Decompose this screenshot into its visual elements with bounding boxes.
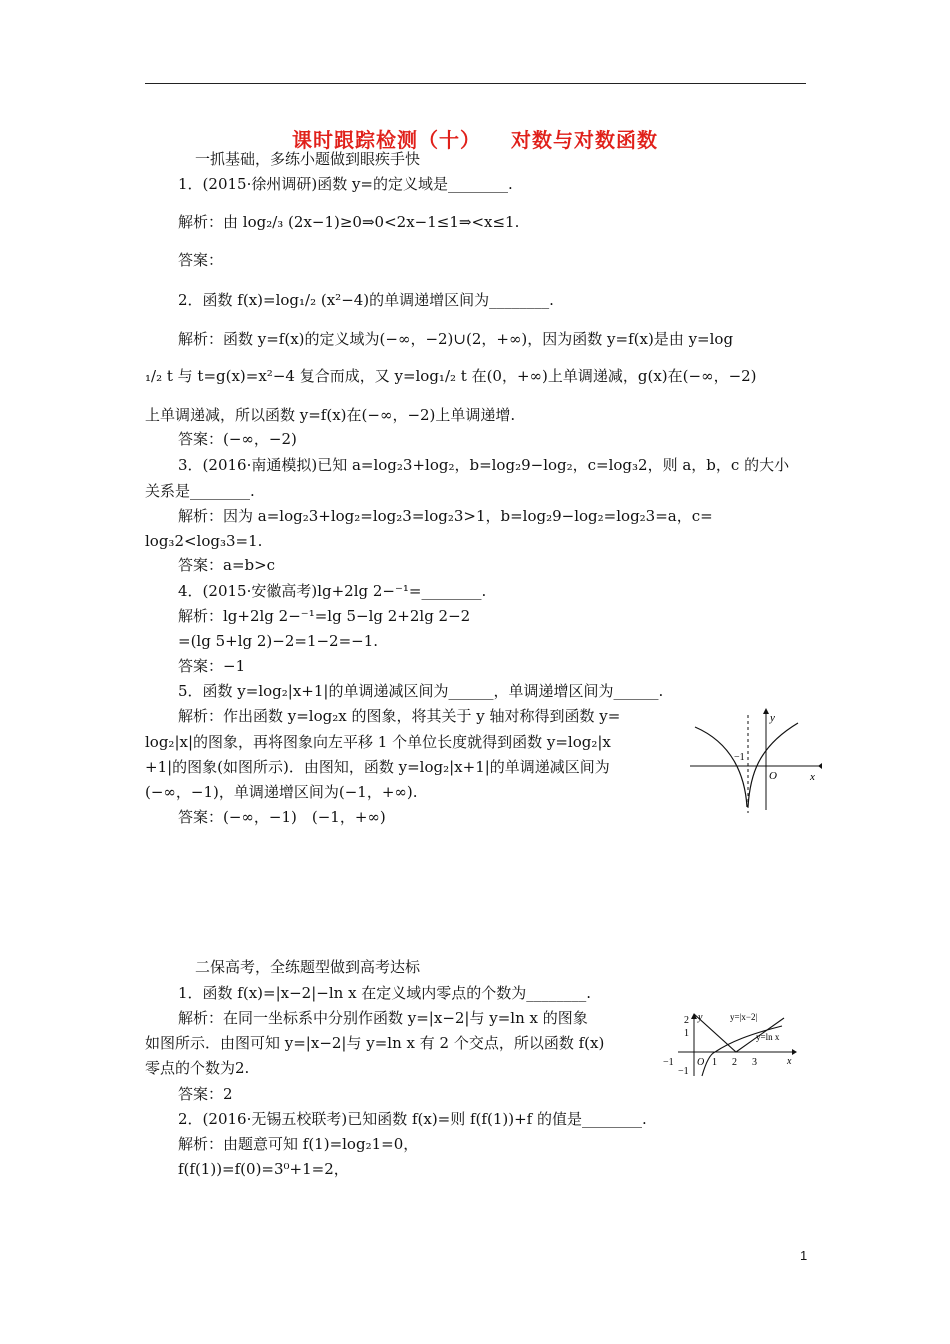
x-axis-arrow	[792, 1049, 797, 1055]
text-line: log₃2<log₃3=1.	[145, 532, 263, 550]
ln-label: y=ln x	[756, 1032, 780, 1042]
text-line: 上单调递减，所以函数 y=f(x)在(−∞，−2)上单调递增.	[145, 406, 516, 424]
text-line: 2．(2016·无锡五校联考)已知函数 f(x)=则 f(f(1))+f 的值是________.	[178, 1110, 647, 1128]
text-line: 答案：−1	[178, 657, 246, 675]
text-line: 解析：在同一坐标系中分别作函数 y=|x−2|与 y=ln x 的图象	[178, 1009, 588, 1027]
text-line: 答案：(−∞，−1) (−1，+∞)	[178, 808, 386, 826]
left-branch	[695, 727, 747, 807]
text-line: +1|的图象(如图所示)．由图知，函数 y=log₂|x+1|的单调递减区间为	[145, 758, 610, 776]
text-line: 如图所示．由图可知 y=|x−2|与 y=ln x 有 2 个交点，所以函数 f(x)	[145, 1034, 605, 1052]
text-line: 零点的个数为2.	[145, 1059, 250, 1077]
page-number: 1	[800, 1248, 808, 1263]
text-line: log₂|x|的图象，再将图象向左平移 1 个单位长度就得到函数 y=log₂|x	[145, 733, 611, 751]
text-line: 4．(2015·安徽高考)lg+2lg 2−⁻¹=________.	[178, 582, 487, 600]
x-axis-arrow	[818, 763, 822, 769]
x-label: x	[787, 1056, 792, 1067]
text-line: 答案：a=b>c	[178, 556, 276, 574]
abs-label: y=|x−2|	[730, 1012, 758, 1022]
title-right: 对数与对数函数	[511, 128, 658, 152]
text-line: 答案：	[178, 251, 224, 269]
text-line: ₁/₂ t 与 t=g(x)=x²−4 复合而成，又 y=log₁/₂ t 在(0，+∞)上单调递减，g(x)在(−∞，−2)	[145, 367, 757, 385]
origin-label: O	[697, 1057, 705, 1068]
figure-log-abs-graph	[690, 705, 825, 815]
tick-x-1: 1	[712, 1057, 717, 1068]
tick-x-minus1: −1	[663, 1057, 674, 1068]
text-line: 1．(2015·徐州调研)函数 y=的定义域是________.	[178, 175, 513, 193]
tick-x-2: 2	[732, 1057, 737, 1068]
text-line: 解析：函数 y=f(x)的定义域为(−∞，−2)∪(2，+∞)，因为函数 y=f(x)是由 y=log	[178, 330, 734, 348]
header-rule	[145, 83, 806, 84]
figure-abs-ln-graph	[660, 1010, 800, 1078]
y-label: y	[698, 1012, 703, 1023]
tick-y-2: 2	[684, 1015, 689, 1026]
text-line: 2．函数 f(x)=log₁/₂ (x²−4)的单调递增区间为________.	[178, 291, 554, 309]
text-line: 解析：由 log₂/₃ (2x−1)≥0⇒0<2x−1≤1⇒<x≤1.	[178, 213, 520, 231]
section-heading-2: 二保高考，全练题型做到高考达标	[195, 958, 421, 976]
text-line: 解析：由题意可知 f(1)=log₂1=0，	[178, 1135, 419, 1153]
text-line: 5．函数 y=log₂|x+1|的单调递减区间为______，单调递增区间为______.	[178, 682, 664, 700]
text-line: 答案：(−∞，−2)	[178, 430, 297, 448]
text-line: 关系是________.	[145, 482, 255, 500]
y-axis-arrow	[763, 708, 769, 714]
text-line: f(f(1))=f(0)=3⁰+1=2，	[178, 1160, 349, 1178]
tick-x-3: 3	[752, 1057, 757, 1068]
origin-label: O	[769, 770, 777, 782]
x-label: x	[810, 771, 815, 783]
text-line: 解析：lg+2lg 2−⁻¹=lg 5−lg 2+2lg 2−2	[178, 607, 471, 625]
tick-y-minus1: −1	[678, 1066, 689, 1077]
text-line: =(lg 5+lg 2)−2=1−2=−1.	[178, 632, 379, 650]
text-line: 1．函数 f(x)=|x−2|−ln x 在定义域内零点的个数为________.	[178, 984, 592, 1002]
section-heading-1: 一抓基础，多练小题做到眼疾手快	[195, 150, 421, 168]
tick-label-minus1: −1	[734, 752, 745, 763]
text-line: (−∞，−1)，单调递增区间为(−1，+∞).	[145, 783, 418, 801]
text-line: 答案：2	[178, 1085, 233, 1103]
text-line: 解析：作出函数 y=log₂x 的图象，将其关于 y 轴对称得到函数 y=	[178, 707, 621, 725]
right-branch	[748, 723, 798, 807]
text-line: 解析：因为 a=log₂3+log₂=log₂3=log₂3>1，b=log₂9−log₂=log₂3=a，c=	[178, 507, 713, 525]
title-left: 课时跟踪检测（十）	[292, 128, 481, 152]
page-title	[0, 124, 950, 153]
tick-y-1: 1	[684, 1028, 689, 1039]
y-label: y	[770, 712, 775, 724]
text-line: 3．(2016·南通模拟)已知 a=log₂3+log₂，b=log₂9−log₂，c=log₃2，则 a，b，c 的大小	[178, 456, 790, 474]
